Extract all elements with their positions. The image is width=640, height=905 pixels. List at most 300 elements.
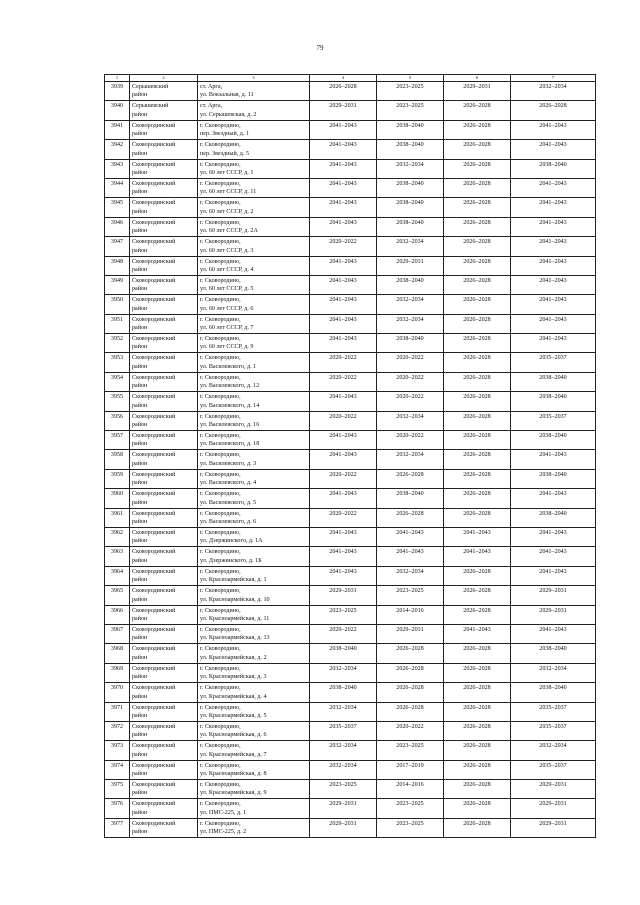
period-col-5: 2032–2034 (377, 159, 444, 178)
district-suffix: район (132, 596, 148, 603)
district-suffix: район (132, 732, 148, 739)
period-col-4: 2035–2037 (310, 721, 377, 740)
district-name: Сковородинский (132, 549, 176, 556)
district-cell (130, 721, 198, 740)
address-cell (198, 275, 310, 294)
period-col-4: 2041–2043 (310, 295, 377, 314)
period-col-6: 2026–2028 (444, 334, 511, 353)
district-name: Сковородинский (132, 200, 176, 207)
address-street: ул. Красноармейская, д. 4 (200, 693, 267, 700)
address-locality: г. Сковородино, (200, 723, 241, 730)
address-cell (198, 644, 310, 663)
address-cell (198, 780, 310, 799)
district-cell (130, 256, 198, 275)
period-col-5: 2014–2016 (377, 605, 444, 624)
row-number: 3957 (105, 431, 130, 450)
period-col-7: 2038–2040 (511, 644, 596, 663)
row-number: 3947 (105, 237, 130, 256)
address-cell (198, 818, 310, 837)
address-locality: ст. Арга, (200, 84, 223, 90)
row-number: 3954 (105, 372, 130, 391)
address-locality: г. Сковородино, (200, 782, 241, 789)
address-street: ул. 60 лет СССР, д. 5 (200, 286, 254, 293)
period-col-7: 2041–2043 (511, 198, 596, 217)
address-street: ул. Василевского, д. 14 (200, 402, 260, 409)
district-cell (130, 780, 198, 799)
period-col-4: 2041–2043 (310, 256, 377, 275)
period-col-4: 2041–2043 (310, 314, 377, 333)
district-name: Сковородинский (132, 316, 176, 323)
address-cell (198, 334, 310, 353)
address-street: ул. Красноармейская, д. 10 (200, 596, 270, 603)
address-cell (198, 469, 310, 488)
period-col-5: 2032–2034 (377, 295, 444, 314)
period-col-5: 2029–2031 (377, 624, 444, 643)
address-street: ул. Вокзальная, д. 11 (200, 92, 254, 99)
row-number: 3939 (105, 82, 130, 101)
period-col-4: 2020–2022 (310, 411, 377, 430)
district-name: Сковородинский (132, 782, 176, 789)
row-number: 3955 (105, 392, 130, 411)
column-number-row (105, 75, 596, 82)
period-col-5: 2017–2019 (377, 760, 444, 779)
table-row (105, 741, 596, 760)
table-row (105, 178, 596, 197)
row-number: 3956 (105, 411, 130, 430)
table-row (105, 372, 596, 391)
address-locality: г. Сковородино, (200, 200, 241, 207)
address-cell (198, 799, 310, 818)
district-suffix: район (132, 654, 148, 661)
period-col-7: 2038–2040 (511, 683, 596, 702)
address-street: ул. Василевского, д. 5 (200, 499, 257, 506)
district-name: Сковородинский (132, 743, 176, 750)
address-street: ул. Серышевская, д. 2 (200, 111, 257, 118)
address-street: ул. Дзержинского, д. 1А (200, 538, 263, 545)
period-col-4: 2041–2043 (310, 334, 377, 353)
district-suffix: район (132, 635, 148, 642)
district-cell (130, 314, 198, 333)
address-street: ул. Красноармейская, д. 9 (200, 790, 267, 797)
district-name: Сковородинский (132, 277, 176, 284)
table-row (105, 237, 596, 256)
district-name: Сковородинский (132, 219, 176, 226)
district-name: Сковородинский (132, 374, 176, 381)
address-cell (198, 82, 310, 101)
period-col-4: 2041–2043 (310, 275, 377, 294)
district-suffix: район (132, 441, 148, 448)
period-col-5: 2032–2034 (377, 314, 444, 333)
address-locality: г. Сковородино, (200, 510, 241, 517)
address-locality: г. Сковородино, (200, 471, 241, 478)
district-suffix: район (132, 790, 148, 797)
district-suffix: район (132, 305, 148, 312)
column-number: 1 (105, 75, 130, 82)
row-number: 3944 (105, 178, 130, 197)
address-cell (198, 624, 310, 643)
table-row (105, 818, 596, 837)
row-number: 3946 (105, 217, 130, 236)
period-col-4: 2041–2043 (310, 566, 377, 585)
district-suffix: район (132, 208, 148, 215)
district-suffix: район (132, 829, 148, 836)
period-col-7: 2029–2031 (511, 586, 596, 605)
district-suffix: район (132, 325, 148, 332)
period-col-5: 2038–2040 (377, 178, 444, 197)
data-table (104, 74, 596, 838)
address-locality: г. Сковородино, (200, 491, 241, 498)
district-cell (130, 489, 198, 508)
district-suffix: район (132, 383, 148, 390)
column-number: 3 (198, 75, 310, 82)
table-row (105, 159, 596, 178)
district-name: Сковородинский (132, 452, 176, 459)
period-col-5: 2023–2025 (377, 101, 444, 120)
address-cell (198, 450, 310, 469)
period-col-4: 2032–2034 (310, 741, 377, 760)
period-col-7: 2041–2043 (511, 256, 596, 275)
district-cell (130, 741, 198, 760)
address-street: ул. Василевского, д. 6 (200, 519, 257, 525)
row-number: 3958 (105, 450, 130, 469)
address-locality: ст. Арга, (200, 103, 223, 110)
period-col-5: 2032–2034 (377, 566, 444, 585)
district-suffix: район (132, 266, 148, 273)
address-cell (198, 140, 310, 159)
period-col-7: 2038–2040 (511, 431, 596, 450)
district-cell (130, 663, 198, 682)
period-col-5: 2023–2025 (377, 799, 444, 818)
district-suffix: район (132, 751, 148, 758)
row-number: 3972 (105, 721, 130, 740)
period-col-7: 2032–2034 (511, 663, 596, 682)
period-col-6: 2026–2028 (444, 411, 511, 430)
table-row (105, 82, 596, 101)
period-col-7: 2041–2043 (511, 275, 596, 294)
period-col-7: 2029–2031 (511, 799, 596, 818)
period-col-6: 2026–2028 (444, 799, 511, 818)
address-street: ул. Красноармейская, д. 1 (200, 577, 267, 584)
row-number: 3968 (105, 644, 130, 663)
period-col-7: 2038–2040 (511, 392, 596, 411)
period-col-6: 2026–2028 (444, 489, 511, 508)
period-col-7: 2035–2037 (511, 702, 596, 721)
district-cell (130, 760, 198, 779)
row-number: 3948 (105, 256, 130, 275)
address-street: ул. 60 лет СССР, д. 6 (200, 305, 254, 312)
column-number: 4 (310, 75, 377, 82)
address-street: ул. Василевского, д. 12 (200, 383, 260, 390)
table-row (105, 605, 596, 624)
address-street: ул. 60 лет СССР, д. 2 (200, 208, 254, 215)
period-col-7: 2041–2043 (511, 624, 596, 643)
address-street: ул. Красноармейская, д. 7 (200, 751, 267, 758)
period-col-7: 2035–2037 (511, 760, 596, 779)
district-name: Сковородинский (132, 510, 176, 517)
address-locality: г. Сковородино, (200, 433, 241, 440)
column-number: 5 (377, 75, 444, 82)
address-locality: г. Сковородино, (200, 529, 241, 536)
district-name: Сковородинский (132, 297, 176, 304)
period-col-6: 2026–2028 (444, 566, 511, 585)
row-number: 3973 (105, 741, 130, 760)
period-col-5: 2032–2034 (377, 237, 444, 256)
district-cell (130, 295, 198, 314)
address-cell (198, 198, 310, 217)
address-cell (198, 392, 310, 411)
address-cell (198, 411, 310, 430)
district-suffix: район (132, 363, 148, 370)
address-cell (198, 101, 310, 120)
district-cell (130, 818, 198, 837)
district-cell (130, 566, 198, 585)
period-col-4: 2041–2043 (310, 178, 377, 197)
period-col-7: 2041–2043 (511, 314, 596, 333)
district-cell (130, 82, 198, 101)
district-suffix: район (132, 557, 148, 564)
period-col-4: 2041–2043 (310, 217, 377, 236)
address-locality: г. Сковородино, (200, 646, 241, 653)
period-col-7: 2041–2043 (511, 334, 596, 353)
period-col-4: 2029–2031 (310, 101, 377, 120)
table-row (105, 120, 596, 139)
period-col-4: 2041–2043 (310, 450, 377, 469)
district-cell (130, 624, 198, 643)
period-col-4: 2023–2025 (310, 780, 377, 799)
period-col-6: 2026–2028 (444, 314, 511, 333)
period-col-7: 2041–2043 (511, 120, 596, 139)
table-row (105, 334, 596, 353)
period-col-7: 2038–2040 (511, 469, 596, 488)
column-number: 2 (130, 75, 198, 82)
period-col-6: 2041–2043 (444, 624, 511, 643)
row-number: 3945 (105, 198, 130, 217)
period-col-7: 2032–2034 (511, 741, 596, 760)
address-cell (198, 547, 310, 566)
period-col-6: 2026–2028 (444, 469, 511, 488)
period-col-4: 2029–2031 (310, 586, 377, 605)
period-col-5: 2026–2028 (377, 644, 444, 663)
district-cell (130, 372, 198, 391)
address-street: ул. Василевского, д. 18 (200, 441, 260, 448)
period-col-5: 2020–2022 (377, 721, 444, 740)
period-col-4: 2041–2043 (310, 120, 377, 139)
period-col-5: 2026–2028 (377, 508, 444, 527)
address-cell (198, 566, 310, 585)
address-street: ул. Василевского, д. 3 (200, 460, 257, 467)
row-number: 3949 (105, 275, 130, 294)
address-locality: г. Сковородино, (200, 413, 241, 420)
period-col-6: 2026–2028 (444, 353, 511, 372)
period-col-4: 2041–2043 (310, 198, 377, 217)
row-number: 3965 (105, 586, 130, 605)
address-locality: г. Сковородино, (200, 161, 241, 168)
period-col-6: 2026–2028 (444, 508, 511, 527)
address-cell (198, 721, 310, 740)
period-col-5: 2032–2034 (377, 411, 444, 430)
district-cell (130, 527, 198, 546)
period-col-6: 2026–2028 (444, 760, 511, 779)
district-name: Серышевский (132, 84, 169, 90)
row-number: 3966 (105, 605, 130, 624)
district-name: Сковородинский (132, 801, 176, 808)
table-row (105, 721, 596, 740)
period-col-5: 2026–2028 (377, 702, 444, 721)
table-row (105, 295, 596, 314)
period-col-6: 2026–2028 (444, 256, 511, 275)
period-col-5: 2038–2040 (377, 198, 444, 217)
district-name: Сковородинский (132, 685, 176, 692)
district-cell (130, 101, 198, 120)
row-number: 3943 (105, 159, 130, 178)
table-row (105, 256, 596, 275)
period-col-6: 2041–2043 (444, 527, 511, 546)
period-col-4: 2020–2022 (310, 237, 377, 256)
period-col-7: 2041–2043 (511, 217, 596, 236)
period-col-7: 2041–2043 (511, 178, 596, 197)
district-name: Сковородинский (132, 704, 176, 711)
period-col-6: 2029–2031 (444, 82, 511, 101)
period-col-6: 2026–2028 (444, 663, 511, 682)
district-cell (130, 411, 198, 430)
table-row (105, 683, 596, 702)
table-row (105, 489, 596, 508)
address-locality: г. Сковородино, (200, 704, 241, 711)
period-col-5: 2038–2040 (377, 334, 444, 353)
period-col-7: 2041–2043 (511, 527, 596, 546)
district-name: Серышевский (132, 103, 169, 110)
address-cell (198, 237, 310, 256)
address-locality: г. Сковородино, (200, 355, 241, 362)
address-street: ул. 60 лет СССР, д. 4 (200, 266, 254, 273)
table-row (105, 527, 596, 546)
period-col-4: 2020–2022 (310, 469, 377, 488)
address-locality: г. Сковородино, (200, 685, 241, 692)
district-name: Сковородинский (132, 820, 176, 827)
period-col-4: 2020–2022 (310, 508, 377, 527)
district-name: Сковородинский (132, 336, 176, 343)
period-col-5: 2014–2016 (377, 780, 444, 799)
period-col-5: 2020–2022 (377, 372, 444, 391)
district-suffix: район (132, 615, 148, 622)
row-number: 3951 (105, 314, 130, 333)
period-col-5: 2032–2034 (377, 450, 444, 469)
address-cell (198, 314, 310, 333)
row-number: 3952 (105, 334, 130, 353)
table-row (105, 702, 596, 721)
period-col-5: 2038–2040 (377, 140, 444, 159)
district-suffix: район (132, 674, 148, 681)
district-suffix: район (132, 131, 148, 138)
row-number: 3960 (105, 489, 130, 508)
period-col-7: 2038–2040 (511, 508, 596, 527)
period-col-6: 2026–2028 (444, 721, 511, 740)
address-street: ул. Василевского, д. 1 (200, 363, 257, 370)
district-cell (130, 431, 198, 450)
address-street: ул. Василевского, д. 4 (200, 480, 257, 487)
district-cell (130, 702, 198, 721)
address-locality: г. Сковородино, (200, 180, 241, 187)
period-col-6: 2026–2028 (444, 683, 511, 702)
table-row (105, 547, 596, 566)
table-row (105, 469, 596, 488)
district-cell (130, 178, 198, 197)
district-suffix: район (132, 228, 148, 235)
district-name: Сковородинский (132, 762, 176, 769)
address-street: ул. 60 лет СССР, д. 2А (200, 228, 258, 235)
period-col-7: 2038–2040 (511, 159, 596, 178)
district-suffix: район (132, 189, 148, 196)
district-name: Сковородинский (132, 433, 176, 440)
period-col-7: 2041–2043 (511, 450, 596, 469)
address-locality: г. Сковородино, (200, 762, 241, 769)
address-street: ул. Красноармейская, д. 13 (200, 635, 270, 642)
address-locality: г. Сковородино, (200, 801, 241, 808)
district-name: Сковородинский (132, 161, 176, 168)
district-cell (130, 547, 198, 566)
address-cell (198, 508, 310, 527)
column-number: 6 (444, 75, 511, 82)
table-row (105, 217, 596, 236)
address-locality: г. Сковородино, (200, 239, 241, 246)
period-col-6: 2026–2028 (444, 198, 511, 217)
address-street: ул. Красноармейская, д. 11 (200, 615, 270, 622)
table-row (105, 624, 596, 643)
table-row (105, 314, 596, 333)
address-locality: г. Сковородино, (200, 665, 241, 672)
district-name: Сковородинский (132, 239, 176, 246)
address-locality: г. Сковородино, (200, 588, 241, 595)
address-street: ул. Красноармейская, д. 2 (200, 654, 267, 661)
table-row (105, 663, 596, 682)
period-col-6: 2026–2028 (444, 431, 511, 450)
address-street: ул. Дзержинского, д. 1Б (200, 557, 262, 564)
period-col-5: 2023–2025 (377, 818, 444, 837)
address-cell (198, 120, 310, 139)
address-locality: г. Сковородино, (200, 607, 241, 614)
district-cell (130, 120, 198, 139)
table-row (105, 780, 596, 799)
district-suffix: район (132, 344, 148, 351)
row-number: 3970 (105, 683, 130, 702)
address-locality: г. Сковородино, (200, 568, 241, 575)
period-col-4: 2029–2031 (310, 799, 377, 818)
address-cell (198, 372, 310, 391)
district-cell (130, 469, 198, 488)
address-locality: г. Сковородино, (200, 258, 241, 265)
period-col-7: 2041–2043 (511, 489, 596, 508)
address-street: ул. 60 лет СССР, д. 3 (200, 247, 254, 254)
period-col-4: 2041–2043 (310, 527, 377, 546)
period-col-6: 2026–2028 (444, 644, 511, 663)
table-row (105, 392, 596, 411)
period-col-4: 2020–2022 (310, 372, 377, 391)
period-col-4: 2041–2043 (310, 431, 377, 450)
district-suffix: район (132, 538, 148, 545)
district-name: Сковородинский (132, 529, 176, 536)
address-locality: г. Сковородино, (200, 549, 241, 556)
address-cell (198, 353, 310, 372)
period-col-5: 2023–2025 (377, 741, 444, 760)
district-cell (130, 508, 198, 527)
district-name: Сковородинский (132, 491, 176, 498)
address-cell (198, 527, 310, 546)
address-cell (198, 217, 310, 236)
address-cell (198, 178, 310, 197)
period-col-7: 2035–2037 (511, 353, 596, 372)
period-col-7: 2035–2037 (511, 721, 596, 740)
table-row (105, 760, 596, 779)
